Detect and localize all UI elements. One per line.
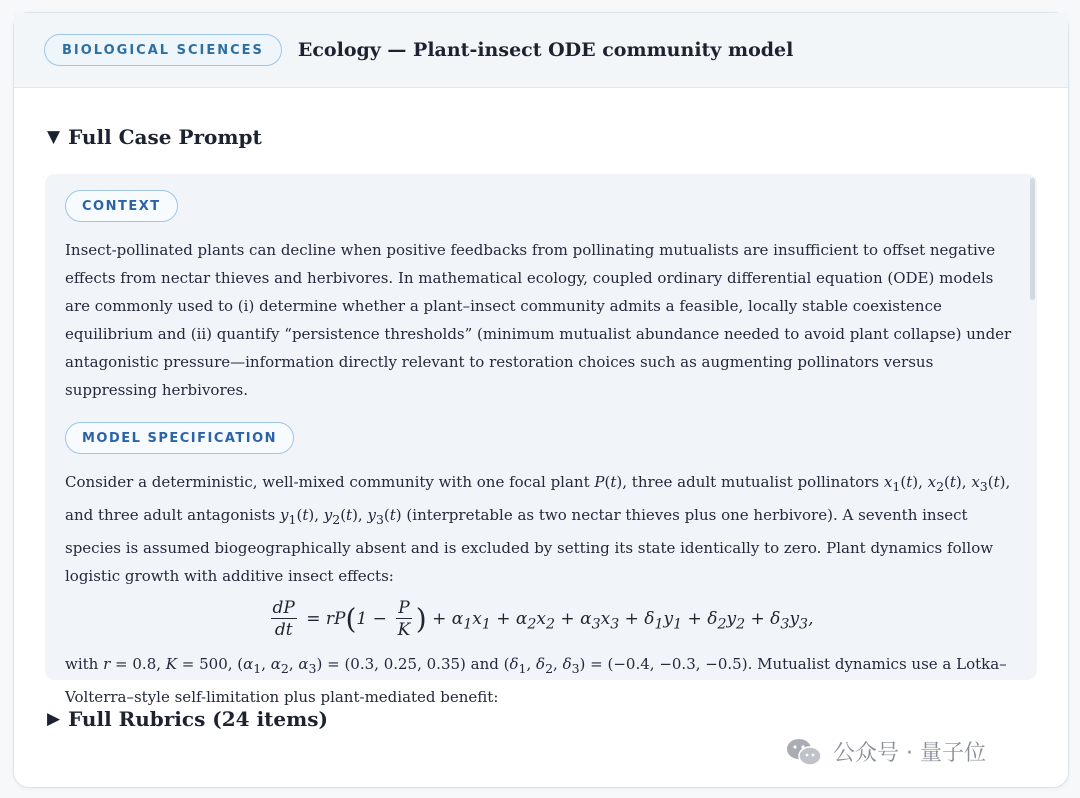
- full-rubrics-toggle[interactable]: [47, 707, 328, 731]
- model-specification-tag: MODEL SPECIFICATION: [65, 422, 294, 454]
- param-text-1: with: [65, 655, 99, 674]
- model-text-4: (interpretable as two nectar thieves plus one herbivore). A seventh insect species is assumed biogeographically absent and is excluded by setting its state identically to zero. Plant dynamics follow logistic growth with additive insect effects:: [65, 506, 994, 585]
- param-text-3: . Mutualist dynamics use a Lotka–Volterra–style self-limitation plus plant-mediated benefit:: [65, 655, 1007, 707]
- plant-equation: $\frac{dP}{dt}$ = rP(1 − $\frac{P}{K}$ ) + $\alpha_1x_1 + \alpha_2x_2 + \alpha_3x_3 + \delta_1y_1 + \delta_2y_2 + \delta_3y_3$,: [272, 598, 814, 640]
- watermark-text: 公众号 · 量子位: [833, 741, 986, 766]
- full-case-prompt-toggle[interactable]: [47, 125, 262, 149]
- case-card: [13, 12, 1069, 788]
- context-text: Insect-pollinated plants can decline when positive feedbacks from pollinating mutualists are insufficient to offset negative effects from nectar thieves and herbivores. In mathematical ecology, coupled ordinary differential equation (ODE) models are commonly used to (i) determine whether a plant–insect community admits a feasible, locally stable coexistence equilibrium and (ii) quantify “persistence thresholds” (minimum mutualist abundance needed to avoid plant collapse) under antagonistic pressure—information directly relevant to restoration choices such as augmenting pollinators versus suppressing herbivores.: [65, 241, 1012, 399]
- model-text-2: , three adult mutualist pollinators: [622, 473, 880, 491]
- card-header: [14, 13, 1068, 88]
- model-text-3: , and three adult antagonists: [65, 473, 1011, 524]
- triangle-down-icon: ▼: [47, 127, 61, 147]
- full-rubrics-label: Full Rubrics (24 items): [68, 707, 329, 731]
- scrollbar-thumb[interactable]: [1030, 178, 1035, 300]
- param-text-2: and: [470, 655, 499, 674]
- wechat-icon: [785, 737, 823, 767]
- case-title: Ecology — Plant-insect ODE community model: [297, 39, 794, 61]
- watermark: [785, 736, 986, 767]
- full-case-prompt-label: Full Case Prompt: [68, 125, 262, 149]
- triangle-right-icon: ▶: [47, 709, 61, 729]
- category-badge: BIOLOGICAL SCIENCES: [44, 34, 282, 66]
- context-tag: CONTEXT: [65, 190, 178, 222]
- parameter-paragraph: with r = 0.8, K = 500, ($\alpha_1$, $\alpha_2$, $\alpha_3) = (0.3$, 0.25, 0.35) and ($\delta_1$, $\delta_2$, $\delta_3) = (-0.4$, −0.3, −0.5). Mutualist dynamics use a Lotka–Volterra–style self-limitation plus plant-mediated benefit:: [65, 655, 1007, 707]
- model-paragraph: Consider a deterministic, well-mixed community with one focal plant P(t), three adult mutualist pollinators $x_1(t)$, $x_2(t)$, $x_3(t)$, and three adult antagonists $y_1(t)$, $y_2(t)$, $y_3(t)$ (interpretable as two nectar thieves plus one herbivore). A seventh insect species is assumed biogeographically absent and is excluded by setting its state identically to zero. Plant dynamics follow logistic growth with additive insect effects:: [65, 473, 1011, 585]
- prompt-panel[interactable]: [45, 174, 1037, 707]
- model-text-1: Consider a deterministic, well-mixed community with one focal plant: [65, 473, 590, 491]
